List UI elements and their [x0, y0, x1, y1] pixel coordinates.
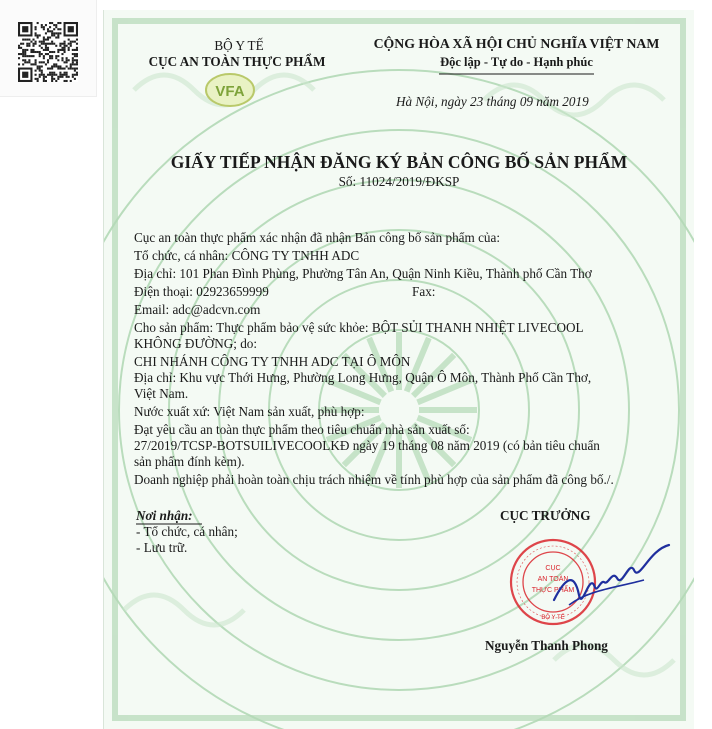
- body-line-6: Cho sản phẩm: Thực phẩm bảo vệ sức khỏe: BỘT SỦI THANH NHIỆT LIVECOOL: [134, 320, 584, 335]
- fax-label: Fax:: [412, 284, 436, 299]
- body-line-1: Cục an toàn thực phẩm xác nhận đã nhận Bản công bố sản phẩm của:: [134, 230, 501, 245]
- signer-role: CỤC TRƯỞNG: [500, 508, 591, 523]
- document-number: Số: 11024/2019/ĐKSP: [338, 174, 460, 189]
- body-line-13: 27/2019/TCSP-BOTSUILIVECOOLKĐ ngày 19 tháng 08 năm 2019 (có bản tiêu chuẩn: [134, 438, 600, 453]
- body-line-15: Doanh nghiệp phải hoàn toàn chịu trách nhiệm về tính phù hợp của sản phẩm đã công bố./.: [134, 472, 614, 487]
- certificate-document: [103, 10, 694, 729]
- vfa-logo-icon: [204, 72, 256, 108]
- body-line-3: Địa chỉ: 101 Phan Đình Phùng, Phường Tân An, Quận Ninh Kiều, Thành phố Cần Thơ: [134, 266, 592, 281]
- qr-panel: [0, 0, 97, 97]
- signer-name: Nguyễn Thanh Phong: [485, 638, 608, 653]
- body-line-12: Đạt yêu cầu an toàn thực phẩm theo tiêu chuẩn nhà sản xuất số:: [134, 422, 470, 437]
- body-line-2: Tổ chức, cá nhân: CÔNG TY TNHH ADC: [134, 248, 360, 263]
- recipient-item-2: - Lưu trữ.: [136, 540, 188, 555]
- ministry-name: BỘ Y TẾ: [214, 38, 264, 53]
- recipient-item-1: - Tổ chức, cá nhân;: [136, 524, 238, 539]
- svg-text:CỤC: CỤC: [545, 565, 561, 572]
- svg-text:AN TOÀN: AN TOÀN: [537, 576, 569, 583]
- svg-text:BỘ Y TẾ: BỘ Y TẾ: [541, 615, 565, 621]
- svg-text:VFA: VFA: [215, 83, 245, 100]
- recipients-title: Nơi nhận:: [136, 508, 193, 523]
- country-name: CỘNG HÒA XÃ HỘI CHỦ NGHĨA VIỆT NAM: [373, 36, 660, 51]
- svg-text:THỰC PHẨM: THỰC PHẨM: [531, 587, 575, 594]
- body-line-9: Địa chỉ: Khu vực Thới Hưng, Phường Long Hưng, Quận Ô Môn, Thành Phố Cần Thơ,: [134, 370, 592, 385]
- document-title: GIẤY TIẾP NHẬN ĐĂNG KÝ BẢN CÔNG BỐ SẢN PHẨM: [170, 152, 628, 172]
- handwritten-signature-icon: [531, 540, 684, 630]
- body-line-10: Việt Nam.: [134, 386, 189, 401]
- body-line-7: KHÔNG ĐƯỜNG; do:: [134, 336, 258, 351]
- agency-name: CỤC AN TOÀN THỰC PHẨM: [148, 54, 326, 69]
- place-date: Hà Nội, ngày 23 tháng 09 năm 2019: [396, 94, 589, 109]
- body-line-4: Điện thoại: 02923659999: [134, 284, 269, 299]
- body-line-8: CHI NHÁNH CÔNG TY TNHH ADC TẠI Ô MÔN: [134, 354, 411, 369]
- motto-underline: [439, 72, 594, 76]
- body-line-14: sản phẩm đính kèm).: [134, 454, 245, 469]
- body-line-11: Nước xuất xứ: Việt Nam sản xuất, phù hợp:: [134, 404, 365, 419]
- national-motto: Độc lập - Tự do - Hạnh phúc: [440, 55, 593, 69]
- qr-code-icon: [18, 22, 78, 82]
- body-line-5: Email: adc@adcvn.com: [134, 302, 261, 317]
